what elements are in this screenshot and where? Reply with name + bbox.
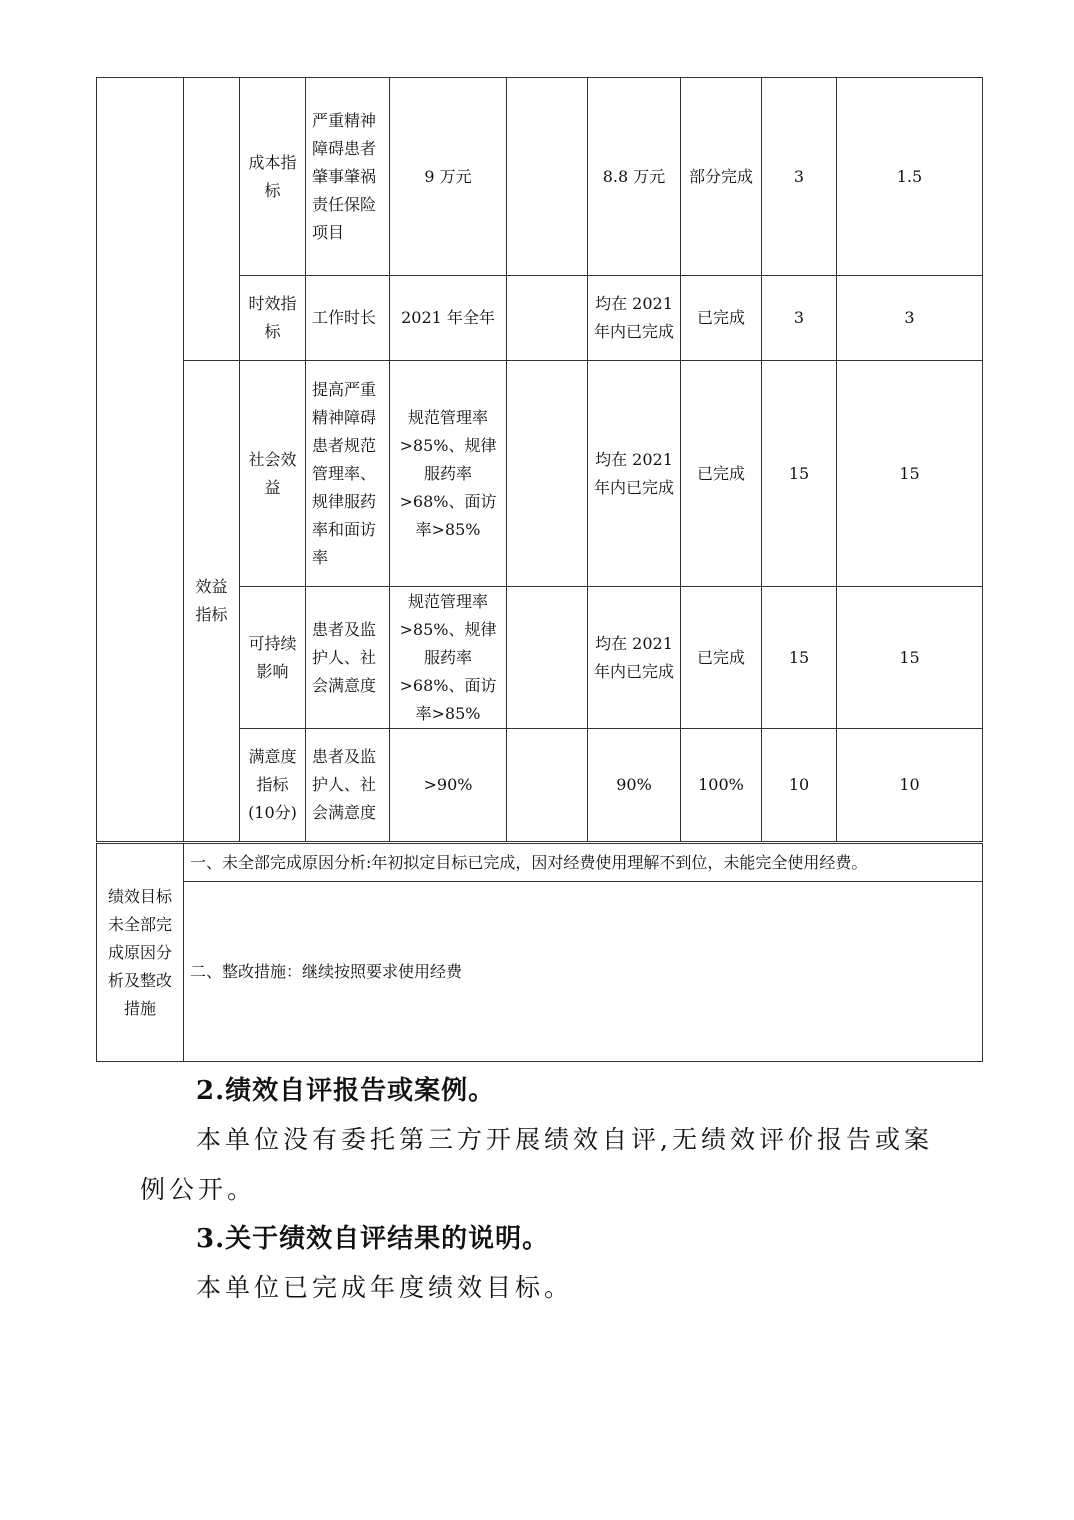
completion-status: 已完成: [681, 276, 762, 361]
weight-score: 15: [762, 587, 837, 729]
empty-cell: [507, 361, 588, 587]
analysis-label: 绩效目标未全部完成原因分析及整改措施: [97, 844, 184, 1062]
completion-status: 已完成: [681, 587, 762, 729]
indicator-item: 患者及监护人、社会满意度: [306, 729, 390, 842]
indicator-category: 满意度指标(10分): [240, 729, 306, 842]
final-score: 3: [837, 276, 983, 361]
annual-target: 规范管理率>85%、规律服药率>68%、面访率>85%: [390, 361, 507, 587]
completion-status: 已完成: [681, 361, 762, 587]
section2-body-line2: 例公开。: [140, 1175, 257, 1204]
table-row: [97, 78, 983, 276]
indicator-category: 成本指标: [240, 78, 306, 276]
empty-cell: [507, 276, 588, 361]
table-row: [97, 361, 983, 587]
empty-cell: [507, 78, 588, 276]
indicator-category: 社会效益: [240, 361, 306, 587]
table-row: [97, 882, 983, 1062]
section3-body: 本单位已完成年度绩效目标。: [196, 1273, 574, 1302]
empty-cell: [507, 729, 588, 842]
indicator-category: 时效指标: [240, 276, 306, 361]
actual-value: 均在 2021 年内已完成: [588, 361, 681, 587]
actual-value: 均在 2021 年内已完成: [588, 276, 681, 361]
empty-cell: [507, 587, 588, 729]
completion-status: 部分完成: [681, 78, 762, 276]
weight-score: 15: [762, 361, 837, 587]
final-score: 1.5: [837, 78, 983, 276]
actual-value: 90%: [588, 729, 681, 842]
performance-table: [96, 77, 983, 842]
annual-target: 9 万元: [390, 78, 507, 276]
weight-score: 10: [762, 729, 837, 842]
indicator-item: 工作时长: [306, 276, 390, 361]
weight-score: 3: [762, 78, 837, 276]
section2-heading: 2.绩效自评报告或案例。: [196, 1076, 496, 1106]
final-score: 15: [837, 587, 983, 729]
final-score: 10: [837, 729, 983, 842]
indicator-category: 可持续影响: [240, 587, 306, 729]
final-score: 15: [837, 361, 983, 587]
section2-body-line1: 本单位没有委托第三方开展绩效自评,无绩效评价报告或案: [196, 1125, 933, 1154]
rectification-measures: 二、整改措施：继续按照要求使用经费: [184, 882, 983, 1062]
completion-status: 100%: [681, 729, 762, 842]
reason-analysis-text: 一、未全部完成原因分析:年初拟定目标已完成，因对经费使用理解不到位，未能完全使用经费。: [184, 844, 983, 882]
table-row: [97, 844, 983, 882]
benefit-group-label: 效益指标: [184, 361, 240, 842]
actual-value: 8.8 万元: [588, 78, 681, 276]
analysis-table: [96, 843, 983, 1062]
level2-empty-cell: [184, 78, 240, 361]
annual-target: >90%: [390, 729, 507, 842]
annual-target: 规范管理率>85%、规律服药率>68%、面访率>85%: [390, 587, 507, 729]
indicator-item: 提高严重精神障碍患者规范管理率、规律服药率和面访率: [306, 361, 390, 587]
section3-heading: 3.关于绩效自评结果的说明。: [196, 1224, 550, 1254]
indicator-item: 严重精神障碍患者肇事肇祸责任保险项目: [306, 78, 390, 276]
actual-value: 均在 2021 年内已完成: [588, 587, 681, 729]
annual-target: 2021 年全年: [390, 276, 507, 361]
level1-empty-cell: [97, 78, 184, 842]
indicator-item: 患者及监护人、社会满意度: [306, 587, 390, 729]
weight-score: 3: [762, 276, 837, 361]
